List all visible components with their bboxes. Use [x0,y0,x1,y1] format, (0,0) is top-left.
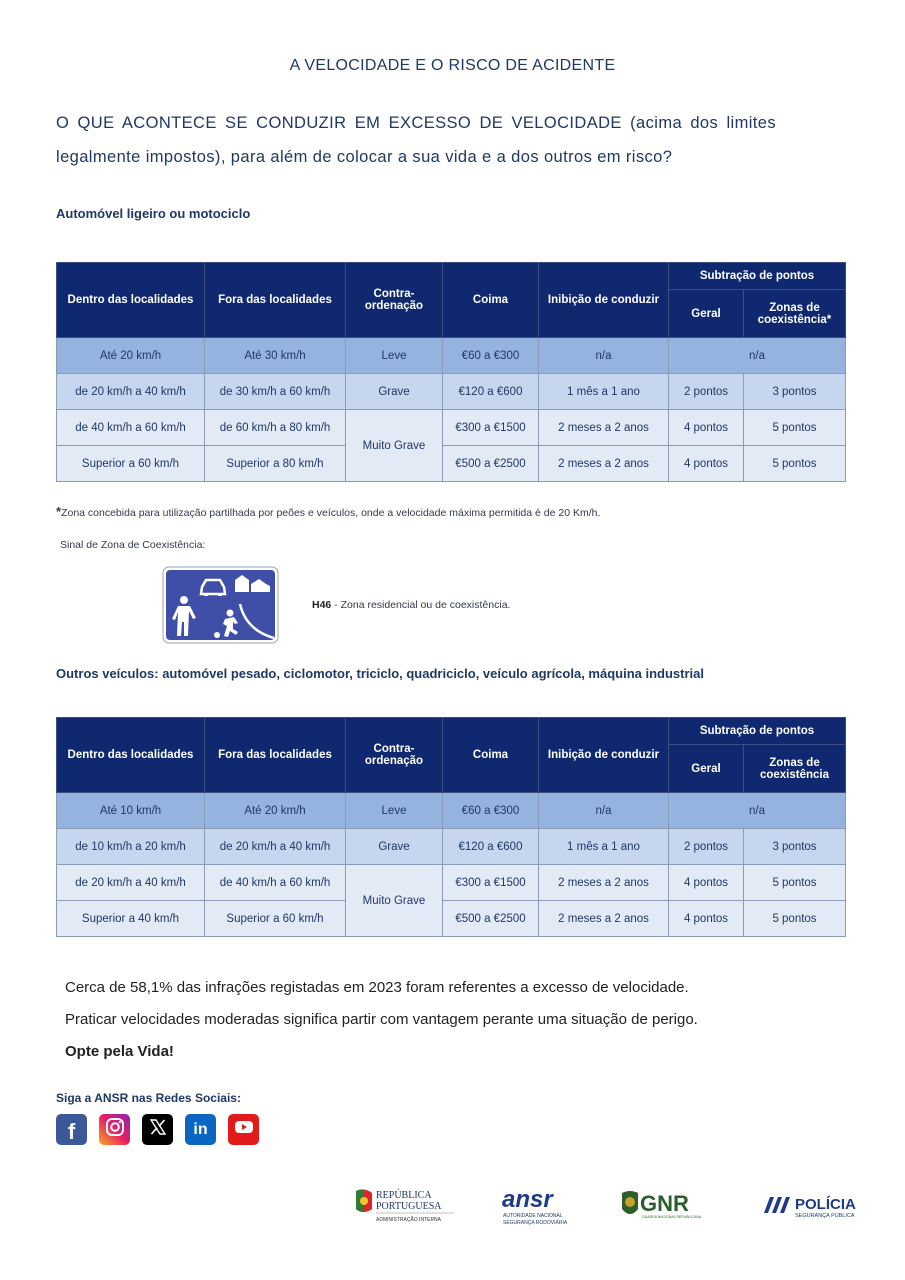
psp-logo [758,1185,868,1227]
cell-dentro: Superior a 40 km/h [57,901,205,937]
fines-table-light-vehicles [56,262,846,482]
cell-dentro: Até 20 km/h [57,338,205,374]
cell-coima: €300 a €1500 [443,410,539,446]
header-geral: Geral [669,745,744,793]
cell-fora: de 60 km/h a 80 km/h [205,410,346,446]
ansr-logo [502,1185,582,1227]
header-coima: Coima [443,263,539,338]
cell-geral: 2 pontos [669,374,744,410]
ansr-line2: SEGURANÇA RODOVIÁRIA [503,1220,568,1226]
cell-zonas: 5 pontos [744,446,846,482]
cell-pontos: n/a [669,793,846,829]
cell-fora: Até 20 km/h [205,793,346,829]
table-row [57,901,846,937]
cell-inibicao: 2 meses a 2 anos [539,410,669,446]
cell-coima: €500 a €2500 [443,901,539,937]
cell-dentro: de 20 km/h a 40 km/h [57,374,205,410]
section-label-other-vehicles: Outros veículos: automóvel pesado, ciclomotor, triciclo, quadriciclo, veículo agrícola, máquina industrial [56,666,704,681]
cell-inibicao: 2 meses a 2 anos [539,865,669,901]
cell-fora: de 30 km/h a 60 km/h [205,374,346,410]
header-subtracao-pontos: Subtração de pontos [669,718,846,745]
header-inibicao: Inibição de conduzir [539,718,669,793]
gnr-logo [620,1185,715,1227]
cell-zonas: 5 pontos [744,410,846,446]
psp-sub: SEGURANÇA PÚBLICA [795,1213,855,1219]
rp-line3: ADMINISTRAÇÃO INTERNA [376,1217,442,1223]
header-coima: Coima [443,718,539,793]
cell-contra: Grave [346,374,443,410]
cell-inibicao: n/a [539,338,669,374]
cell-contra: Muito Grave [346,865,443,937]
cell-fora: Até 30 km/h [205,338,346,374]
header-dentro: Dentro das localidades [57,263,205,338]
psp-main: POLÍCIA [795,1196,856,1213]
facebook-icon: f [67,1118,76,1144]
cell-inibicao: 1 mês a 1 ano [539,829,669,865]
rp-line2: PORTUGUESA [376,1201,442,1212]
rp-line1: REPÚBLICA [376,1190,432,1201]
table-row [57,410,846,446]
cell-inibicao: n/a [539,793,669,829]
cell-pontos: n/a [669,338,846,374]
cell-fora: Superior a 60 km/h [205,901,346,937]
cell-inibicao: 1 mês a 1 ano [539,374,669,410]
footnote-text: Zona concebida para utilização partilhada por peões e veículos, onde a velocidade máxima permitida é de 20 Km/h. [61,507,601,519]
table-row [57,865,846,901]
linkedin-icon: in [193,1120,208,1138]
cell-geral: 2 pontos [669,829,744,865]
cell-zonas: 5 pontos [744,901,846,937]
header-fora: Fora das localidades [205,263,346,338]
cell-contra: Leve [346,793,443,829]
facebook-link[interactable] [56,1114,87,1145]
header-fora: Fora das localidades [205,718,346,793]
youtube-link[interactable] [228,1114,259,1145]
sign-caption [312,599,510,611]
republica-portuguesa-logo [354,1185,479,1227]
youtube-icon [234,1119,254,1140]
header-contra-ordenacao: Contra-ordenação [346,718,443,793]
cell-dentro: de 10 km/h a 20 km/h [57,829,205,865]
cell-zonas: 3 pontos [744,374,846,410]
cell-coima: €500 a €2500 [443,446,539,482]
stat-line-infractions: Cerca de 58,1% das infrações registadas em 2023 foram referentes a excesso de velocidade. [65,979,689,996]
slogan: Opte pela Vida! [65,1043,174,1060]
header-contra-ordenacao: Contra-ordenação [346,263,443,338]
cell-geral: 4 pontos [669,410,744,446]
header-zonas-coexistencia: Zonas de coexistência [744,745,846,793]
x-link[interactable] [142,1114,173,1145]
sign-code: H46 [312,599,332,611]
instagram-link[interactable] [99,1114,130,1145]
stat-line-advice: Praticar velocidades moderadas significa partir com vantagem perante uma situação de perigo. [65,1011,698,1028]
ansr-main: ansr [502,1186,553,1213]
cell-inibicao: 2 meses a 2 anos [539,446,669,482]
table-row [57,829,846,865]
cell-contra: Leve [346,338,443,374]
cell-contra: Grave [346,829,443,865]
intro-question: O QUE ACONTECE SE CONDUZIR EM EXCESSO DE VELOCIDADE (acima dos limites legalmente impostos), para além de colocar a sua vida e a dos outros em risco? [56,114,776,166]
footnote-star: * [56,504,62,519]
table-row [57,446,846,482]
cell-geral: 4 pontos [669,446,744,482]
cell-inibicao: 2 meses a 2 anos [539,901,669,937]
sign-caption-text: - Zona residencial ou de coexistência. [331,599,511,611]
ansr-line1: AUTORIDADE NACIONAL [503,1213,563,1219]
cell-coima: €120 a €600 [443,829,539,865]
header-zonas-coexistencia: Zonas de coexistência* [744,290,846,338]
cell-contra: Muito Grave [346,410,443,482]
coexistence-zone-sign-icon [162,566,279,644]
x-icon [149,1118,167,1141]
fines-table-other-vehicles [56,717,846,937]
cell-coima: €60 a €300 [443,338,539,374]
instagram-icon [105,1117,125,1142]
social-label: Siga a ANSR nas Redes Sociais: [56,1091,241,1105]
cell-coima: €60 a €300 [443,793,539,829]
section-label-light-vehicles: Automóvel ligeiro ou motociclo [56,206,251,221]
cell-coima: €120 a €600 [443,374,539,410]
cell-fora: de 40 km/h a 60 km/h [205,865,346,901]
header-inibicao: Inibição de conduzir [539,263,669,338]
header-subtracao-pontos: Subtração de pontos [669,263,846,290]
table-row [57,338,846,374]
cell-zonas: 3 pontos [744,829,846,865]
table-row [57,374,846,410]
cell-dentro: de 20 km/h a 40 km/h [57,865,205,901]
footnote [56,504,600,519]
cell-dentro: de 40 km/h a 60 km/h [57,410,205,446]
stats-block [65,972,698,1068]
cell-fora: Superior a 80 km/h [205,446,346,482]
sign-label: Sinal de Zona de Coexistência: [60,539,206,551]
linkedin-link[interactable] [185,1114,216,1145]
cell-geral: 4 pontos [669,865,744,901]
header-geral: Geral [669,290,744,338]
cell-coima: €300 a €1500 [443,865,539,901]
cell-zonas: 5 pontos [744,865,846,901]
gnr-sub: GUARDA NACIONAL REPUBLICANA [642,1215,702,1219]
header-dentro: Dentro das localidades [57,718,205,793]
cell-dentro: Superior a 60 km/h [57,446,205,482]
table-row [57,793,846,829]
gnr-main: GNR [640,1191,689,1216]
cell-dentro: Até 10 km/h [57,793,205,829]
cell-geral: 4 pontos [669,901,744,937]
cell-fora: de 20 km/h a 40 km/h [205,829,346,865]
page-title: A VELOCIDADE E O RISCO DE ACIDENTE [289,57,616,74]
